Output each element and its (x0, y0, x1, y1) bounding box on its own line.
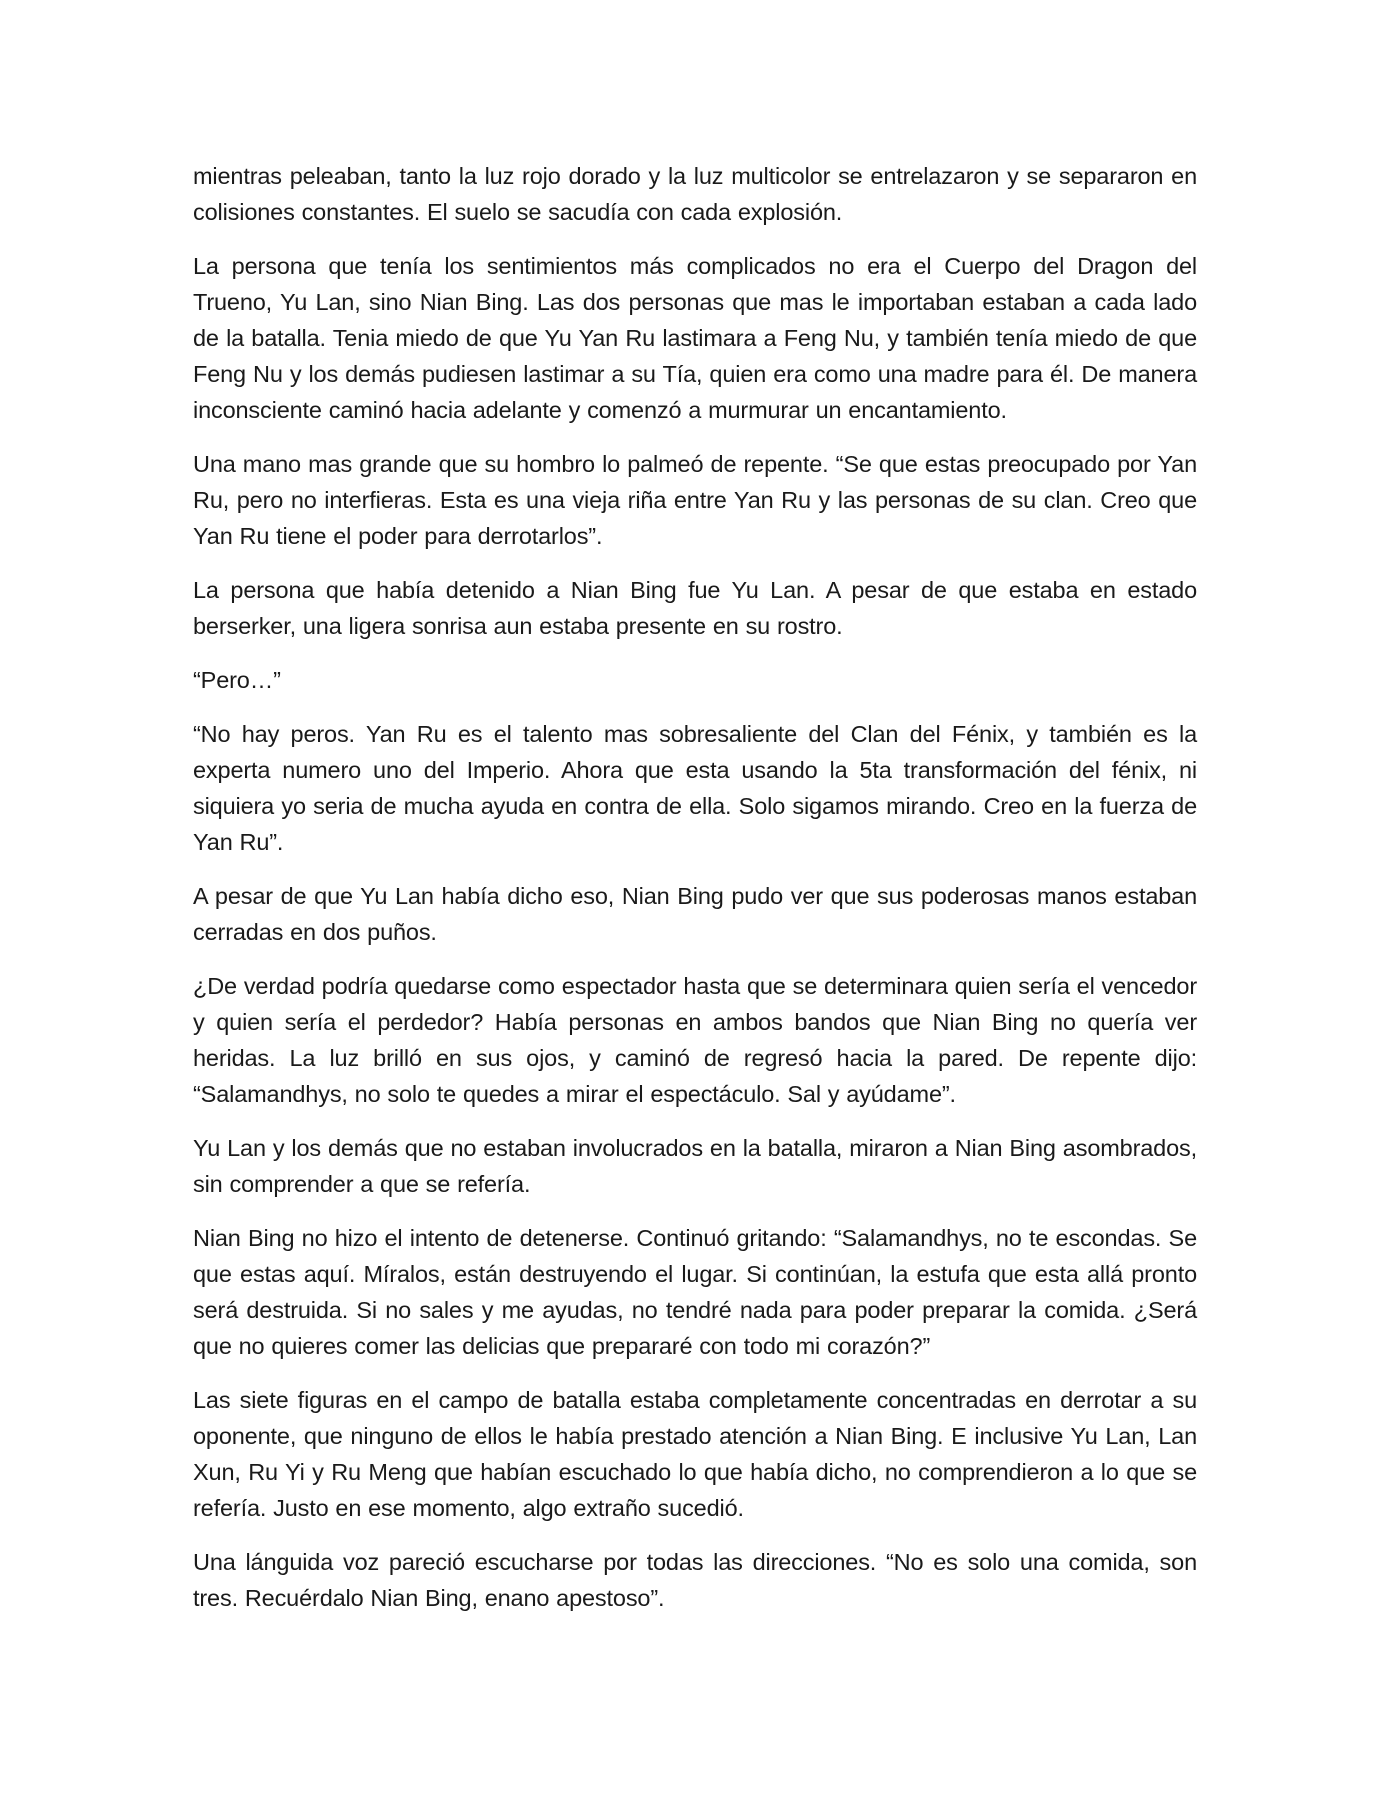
paragraph-8: ¿De verdad podría quedarse como espectador hasta que se determinara quien sería el vencedor y quien sería el perdedor? Había personas en ambos bandos que Nian Bing no quería ver heridas. La luz brilló en sus ojos, y caminó de regresó hacia la pared. De repente dijo: “Salamandhys, no solo te quedes a mirar el espectáculo. Sal y ayúdame”. (193, 973, 1197, 1107)
paragraph-5: “Pero…” (193, 667, 281, 693)
paragraph-1: mientras peleaban, tanto la luz rojo dorado y la luz multicolor se entrelazaron y se separaron en colisiones constantes. El suelo se sacudía con cada explosión. (193, 163, 1197, 225)
paragraph-12: Una lánguida voz pareció escucharse por todas las direcciones. “No es solo una comida, son tres. Recuérdalo Nian Bing, enano apestoso”. (193, 1549, 1197, 1611)
paragraph-11: Las siete figuras en el campo de batalla estaba completamente concentradas en derrotar a su oponente, que ninguno de ellos le había prestado atención a Nian Bing. E inclusive Yu Lan, Lan Xun, Ru Yi y Ru Meng que habían escuchado lo que había dicho, no comprendieron a lo que se refería. Justo en ese momento, algo extraño sucedió. (193, 1387, 1197, 1521)
paragraph-4: La persona que había detenido a Nian Bing fue Yu Lan. A pesar de que estaba en estado berserker, una ligera sonrisa aun estaba presente en su rostro. (193, 577, 1197, 639)
paragraph-3: Una mano mas grande que su hombro lo palmeó de repente. “Se que estas preocupado por Yan Ru, pero no interfieras. Esta es una vieja riña entre Yan Ru y las personas de su clan. Creo que Yan Ru tiene el poder para derrotarlos”. (193, 451, 1197, 549)
paragraph-6: “No hay peros. Yan Ru es el talento mas sobresaliente del Clan del Fénix, y también es la experta numero uno del Imperio. Ahora que esta usando la 5ta transformación del fénix, ni siquiera yo seria de mucha ayuda en contra de ella. Solo sigamos mirando. Creo en la fuerza de Yan Ru”. (193, 721, 1197, 855)
paragraph-7: A pesar de que Yu Lan había dicho eso, Nian Bing pudo ver que sus poderosas manos estaban cerradas en dos puños. (193, 883, 1197, 945)
paragraph-10: Nian Bing no hizo el intento de detenerse. Continuó gritando: “Salamandhys, no te escondas. Se que estas aquí. Míralos, están destruyendo el lugar. Si continúan, la estufa que esta allá pronto será destruida. Si no sales y me ayudas, no tendré nada para poder preparar la comida. ¿Será que no quieres comer las delicias que prepararé con todo mi corazón?” (193, 1225, 1197, 1359)
paragraph-2: La persona que tenía los sentimientos más complicados no era el Cuerpo del Dragon del Trueno, Yu Lan, sino Nian Bing. Las dos personas que mas le importaban estaban a cada lado de la batalla. Tenia miedo de que Yu Yan Ru lastimara a Feng Nu, y también tenía miedo de que Feng Nu y los demás pudiesen lastimar a su Tía, quien era como una madre para él. De manera inconsciente caminó hacia adelante y comenzó a murmurar un encantamiento. (193, 253, 1197, 423)
paragraph-9: Yu Lan y los demás que no estaban involucrados en la batalla, miraron a Nian Bing asombrados, sin comprender a que se refería. (193, 1135, 1197, 1197)
document-page (193, 158, 1197, 1634)
